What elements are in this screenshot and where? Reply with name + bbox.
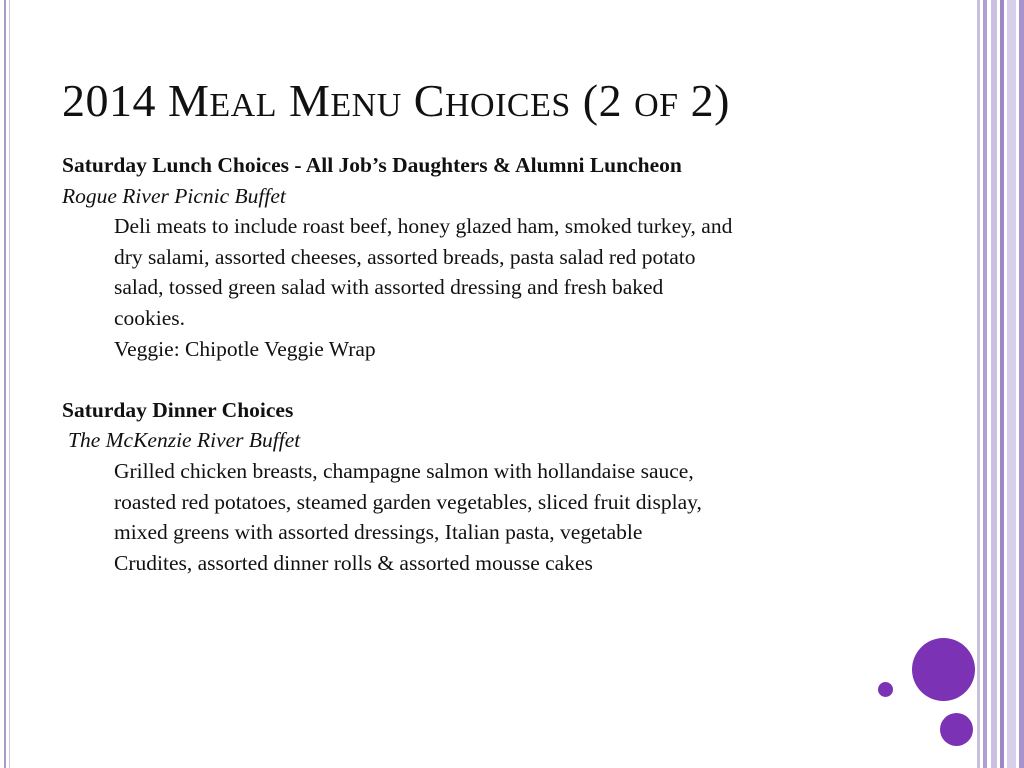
- title-word-menu: MENU: [289, 75, 402, 126]
- title-year: 2014: [62, 75, 156, 126]
- lunch-description-line: dry salami, assorted cheeses, assorted breads, pasta salad red potato: [114, 244, 696, 269]
- dinner-heading: Saturday Dinner Choices: [62, 397, 294, 422]
- title-suffix: (2 OF 2): [582, 75, 730, 126]
- lunch-veggie-option: Veggie: Chipotle Veggie Wrap: [114, 336, 376, 361]
- section-spacer: [62, 364, 972, 395]
- lunch-description-line: Deli meats to include roast beef, honey glazed ham, smoked turkey, and: [114, 214, 733, 239]
- left-border-line-thin: [9, 0, 10, 768]
- decorative-circle-small: [878, 682, 893, 697]
- menu-content: [62, 150, 972, 578]
- dinner-buffet-name: The McKenzie River Buffet: [68, 428, 301, 453]
- dinner-description-line: Crudites, assorted dinner rolls & assorted mousse cakes: [114, 550, 593, 575]
- page-title: [62, 73, 730, 134]
- lunch-description-line: salad, tossed green salad with assorted dressing and fresh baked: [114, 275, 664, 300]
- lunch-description-line: cookies.: [114, 305, 186, 330]
- left-border-line: [4, 0, 6, 768]
- lunch-heading: Saturday Lunch Choices - All Job’s Daughters & Alumni Luncheon: [62, 153, 682, 177]
- dinner-description-line: Grilled chicken breasts, champagne salmon with hollandaise sauce,: [114, 458, 694, 483]
- title-word-choices: CHOICES: [413, 75, 571, 126]
- right-decorative-stripes: [977, 0, 1024, 768]
- title-word-meal: MEAL: [168, 75, 277, 126]
- decorative-circle-large: [912, 638, 975, 701]
- lunch-buffet-name: Rogue River Picnic Buffet: [62, 183, 286, 208]
- dinner-description-line: roasted red potatoes, steamed garden vegetables, sliced fruit display,: [114, 489, 702, 514]
- decorative-circle-medium: [940, 713, 973, 746]
- dinner-description-line: mixed greens with assorted dressings, Italian pasta, vegetable: [114, 520, 643, 545]
